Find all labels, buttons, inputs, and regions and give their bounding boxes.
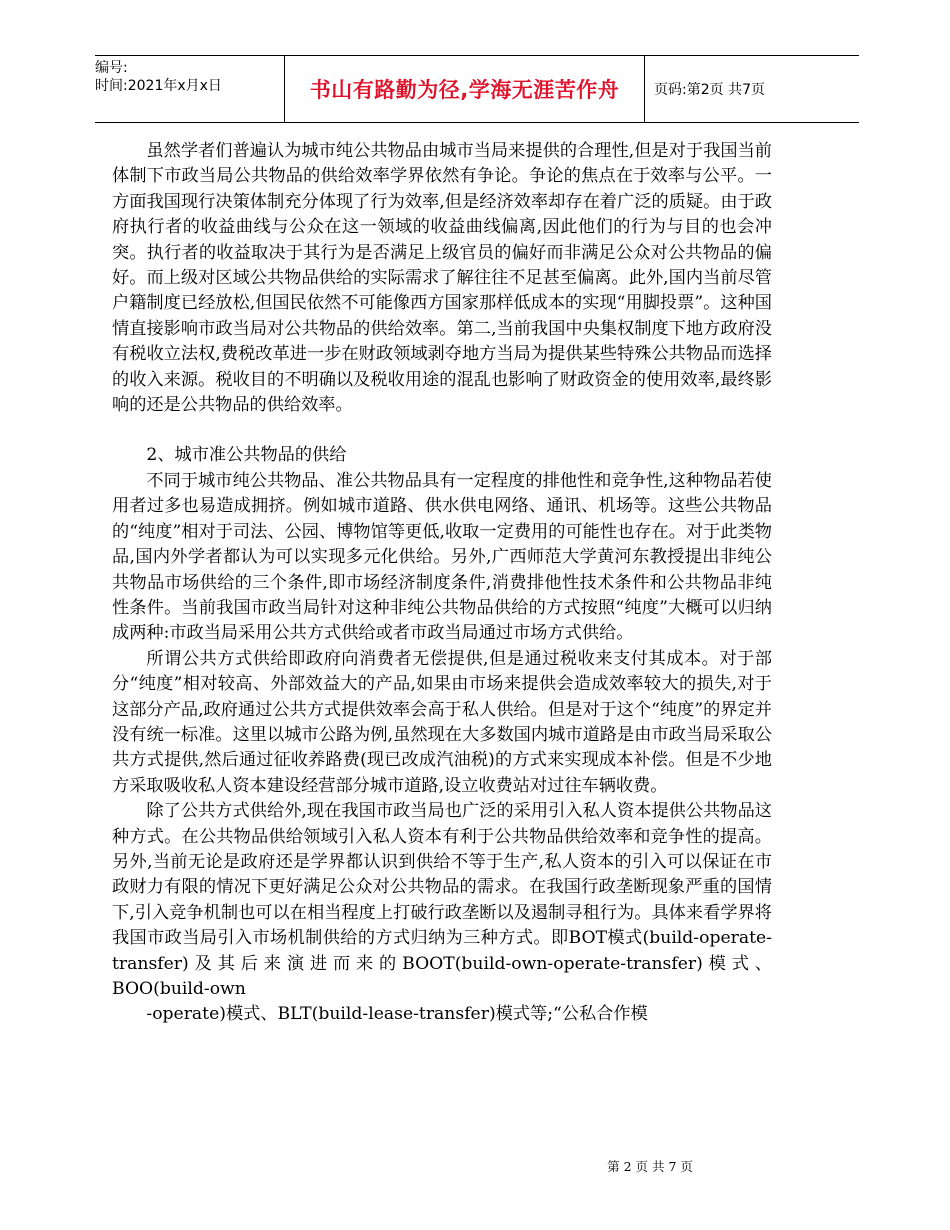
- paragraph: 所谓公共方式供给即政府向消费者无偿提供,但是通过税收来支付其成本。对于部分“纯度”相对较高、外部效益大的产品,如果由市场来提供会造成效率较大的损失,对于这部分产品,政府通过公共方式提供效率会高于私人供给。但是对于这个“纯度”的界定并没有统一标准。这里以城市公路为例,虽然现在大多数国内城市道路是由市政当局采取公共方式提供,然后通过征收养路费(现已改成汽油税)的方式来实现成本补偿。但是不少地方采取吸收私人资本建设经营部分城市道路,设立收费站对过往车辆收费。: [112, 648, 772, 796]
- time-label: 时间:2021年x月x日: [95, 78, 222, 94]
- header-page-label: 页码:第2页 共7页: [654, 82, 765, 98]
- document-body: [112, 139, 772, 1028]
- paragraph: 除了公共方式供给外,现在我国市政当局也广泛的采用引入私人资本提供公共物品这种方式。在公共物品供给领域引入私人资本有利于公共物品供给效率和竞争性的提高。另外,当前无论是政府还是学界都认识到供给不等于生产,私人资本的引入可以保证在市政财力有限的情况下更好满足公众对公共物品的需求。在我国行政垄断现象严重的国情下,引入竞争机制也可以在相当程度上打破行政垄断以及遏制寻租行为。具体来看学界将我国市政当局引入市场机制供给的方式归纳为三种方式。即BOT模式(build-operate-transfer)及其后来演进而来的BOOT(build-own-operate-transfer)模式、BOO(build-own: [112, 801, 772, 999]
- paragraph-gap: [112, 418, 772, 443]
- section-heading: 2、城市准公共物品的供给: [146, 445, 347, 466]
- paragraph: 不同于城市纯公共物品、准公共物品具有一定程度的排他性和竞争性,这种物品若使用者过多也易造成拥挤。例如城市道路、供水供电网络、通讯、机场等。这些公共物品的“纯度”相对于司法、公园、博物馆等更低,收取一定费用的可能性也存在。对于此类物品,国内外学者都认为可以实现多元化供给。另外,广西师范大学黄河东教授提出非纯公共物品市场供给的三个条件,即市场经济制度条件,消费排他性技术条件和公共物品非纯性条件。当前我国市政当局针对这种非纯公共物品供给的方式按照“纯度”大概可以归纳成两种:市政当局采用公共方式供给或者市政当局通过市场方式供给。: [112, 470, 772, 644]
- header-motto: 书山有路勤为径,学海无涯苦作舟: [285, 56, 645, 122]
- paragraph: -operate)模式、BLT(build-lease-transfer)模式等;“公私合作模: [146, 1004, 648, 1025]
- paragraph: 虽然学者们普遍认为城市纯公共物品由城市当局来提供的合理性,但是对于我国当前体制下市政当局公共物品的供给效率学界依然有争论。争论的焦点在于效率与公平。一方面我国现行决策体制充分体现了行为效率,但是经济效率却存在着广泛的质疑。由于政府执行者的收益曲线与公众在这一领域的收益曲线偏离,因此他们的行为与目的也会冲突。执行者的收益取决于其行为是否满足上级官员的偏好而非满足公众对公共物品的偏好。而上级对区域公共物品供给的实际需求了解往往不足甚至偏离。此外,国内当前尽管户籍制度已经放松,但国民依然不可能像西方国家那样低成本的实现“用脚投票”。这种国情直接影响市政当局对公共物品的供给效率。第二,当前我国中央集权制度下地方政府没有税收立法权,费税改革进一步在财政领域剥夺地方当局为提供某些特殊公共物品而选择的收入来源。税收目的不明确以及税收用途的混乱也影响了财政资金的使用效率,最终影响的还是公共物品的供给效率。: [112, 141, 772, 416]
- header-meta: [95, 56, 285, 122]
- page-header: [95, 55, 859, 123]
- number-label: 编号:: [95, 60, 128, 76]
- page-footer: 第 2 页 共 7 页: [607, 1159, 693, 1174]
